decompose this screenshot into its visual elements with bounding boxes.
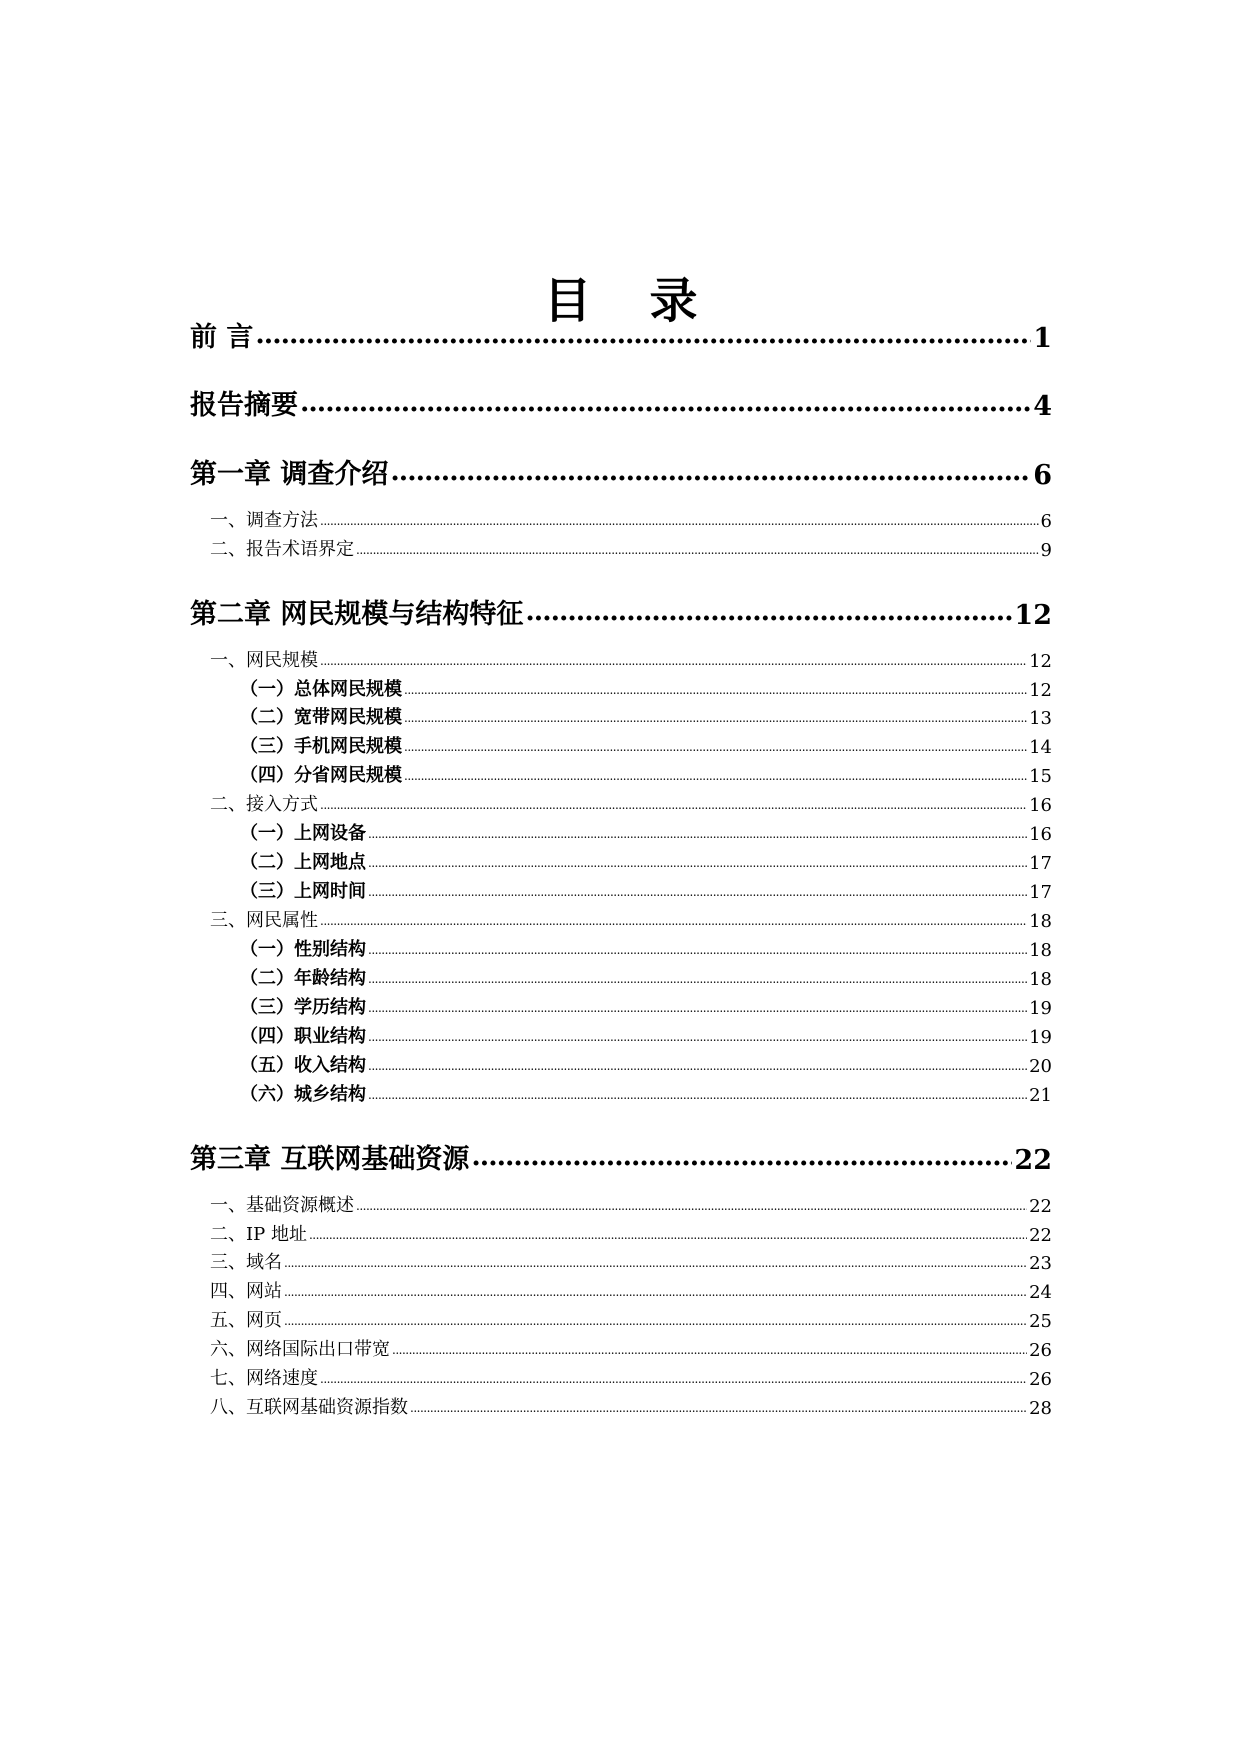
toc-page-number: 18 bbox=[1029, 969, 1052, 990]
toc-section-entry[interactable] bbox=[190, 1193, 1052, 1217]
dot-leader bbox=[368, 850, 1027, 874]
dot-leader bbox=[255, 318, 1031, 354]
toc-page-number: 14 bbox=[1029, 737, 1052, 758]
toc-entry-label: 三、网民属性 bbox=[210, 910, 318, 931]
dot-leader bbox=[320, 508, 1039, 532]
dot-leader bbox=[309, 1222, 1027, 1246]
toc-entry-label: 七、网络速度 bbox=[210, 1368, 318, 1389]
toc-page-number: 22 bbox=[1014, 1145, 1052, 1176]
dot-leader bbox=[410, 1395, 1027, 1419]
toc-page-number: 22 bbox=[1029, 1225, 1052, 1246]
toc-entry-label: （一）上网设备 bbox=[240, 823, 366, 844]
toc-entry-label: 二、报告术语界定 bbox=[210, 539, 354, 560]
dot-leader bbox=[320, 908, 1027, 932]
title-char-2: 录 bbox=[649, 273, 698, 329]
toc-subsection-entry[interactable] bbox=[190, 966, 1052, 990]
toc-section-entry[interactable] bbox=[190, 792, 1052, 816]
toc-page-number: 9 bbox=[1040, 540, 1052, 561]
toc-subsection-entry[interactable] bbox=[190, 879, 1052, 903]
toc-page-number: 18 bbox=[1029, 911, 1052, 932]
toc-subsection-entry[interactable] bbox=[190, 1024, 1052, 1048]
toc-page-number: 19 bbox=[1029, 1027, 1052, 1048]
toc-subsection-entry[interactable] bbox=[190, 705, 1052, 729]
toc-entry-label: 六、网络国际出口带宽 bbox=[210, 1339, 390, 1360]
toc-entry-label: 八、互联网基础资源指数 bbox=[210, 1397, 408, 1418]
toc-subsection-entry[interactable] bbox=[190, 850, 1052, 874]
toc-entry-label: 第一章 调查介绍 bbox=[190, 459, 389, 490]
dot-leader bbox=[368, 879, 1027, 903]
toc-entry-label: 第二章 网民规模与结构特征 bbox=[190, 599, 524, 630]
toc-section-entry[interactable] bbox=[190, 537, 1052, 561]
dot-leader bbox=[368, 821, 1027, 845]
toc-subsection-entry[interactable] bbox=[190, 763, 1052, 787]
toc-page-number: 18 bbox=[1029, 940, 1052, 961]
dot-leader bbox=[368, 937, 1027, 961]
toc-entry-label: （三）学历结构 bbox=[240, 997, 366, 1018]
toc-section-entry[interactable] bbox=[190, 1250, 1052, 1274]
dot-leader bbox=[404, 734, 1027, 758]
toc-entry-label: 二、IP 地址 bbox=[210, 1224, 307, 1245]
title-char-1: 目 bbox=[543, 273, 592, 329]
dot-leader bbox=[320, 648, 1027, 672]
toc-subsection-entry[interactable] bbox=[190, 734, 1052, 758]
dot-leader bbox=[320, 792, 1027, 816]
toc-page-number: 12 bbox=[1014, 600, 1052, 631]
toc-chapter-entry[interactable] bbox=[190, 455, 1052, 491]
toc-page-number: 26 bbox=[1029, 1369, 1052, 1390]
toc-page-number: 26 bbox=[1029, 1340, 1052, 1361]
toc-chapter-entry[interactable] bbox=[190, 1140, 1052, 1176]
dot-leader bbox=[284, 1250, 1027, 1274]
toc-page-number: 17 bbox=[1029, 853, 1052, 874]
dot-leader bbox=[368, 1053, 1027, 1077]
toc-entry-label: 一、网民规模 bbox=[210, 650, 318, 671]
toc-section-entry[interactable] bbox=[190, 1222, 1052, 1246]
toc-page-number: 13 bbox=[1029, 708, 1052, 729]
toc-section-entry[interactable] bbox=[190, 648, 1052, 672]
toc-entry-label: 第三章 互联网基础资源 bbox=[190, 1144, 470, 1175]
toc-page-number: 12 bbox=[1029, 680, 1052, 701]
toc-entry-label: 四、网站 bbox=[210, 1281, 282, 1302]
toc-entry-label: （五）收入结构 bbox=[240, 1055, 366, 1076]
toc-section-entry[interactable] bbox=[190, 908, 1052, 932]
toc-subsection-entry[interactable] bbox=[190, 1082, 1052, 1106]
dot-leader bbox=[404, 763, 1027, 787]
toc-page-number: 6 bbox=[1033, 460, 1052, 491]
toc-page-number: 21 bbox=[1029, 1085, 1052, 1106]
toc-page-number: 25 bbox=[1029, 1311, 1052, 1332]
dot-leader bbox=[368, 1024, 1027, 1048]
dot-leader bbox=[368, 1082, 1027, 1106]
dot-leader bbox=[284, 1308, 1027, 1332]
toc-page-number: 19 bbox=[1029, 998, 1052, 1019]
toc-entry-label: 一、调查方法 bbox=[210, 510, 318, 531]
toc-entry-label: 三、域名 bbox=[210, 1252, 282, 1273]
dot-leader bbox=[404, 677, 1027, 701]
toc-entry-label: 五、网页 bbox=[210, 1310, 282, 1331]
toc-section-entry[interactable] bbox=[190, 1366, 1052, 1390]
toc-page-number: 1 bbox=[1033, 323, 1052, 354]
toc-page-number: 4 bbox=[1033, 391, 1052, 422]
toc-page-number: 15 bbox=[1029, 766, 1052, 787]
dot-leader bbox=[356, 1193, 1027, 1217]
dot-leader bbox=[356, 537, 1039, 561]
toc-section-entry[interactable] bbox=[190, 508, 1052, 532]
toc-chapter-entry[interactable] bbox=[190, 386, 1052, 422]
toc-page-number: 12 bbox=[1029, 651, 1052, 672]
toc-entry-label: （二）年龄结构 bbox=[240, 968, 366, 989]
toc-entry-label: （四）职业结构 bbox=[240, 1026, 366, 1047]
toc-entry-label: 前 言 bbox=[190, 322, 254, 353]
dot-leader bbox=[300, 386, 1031, 422]
toc-entry-label: （六）城乡结构 bbox=[240, 1084, 366, 1105]
toc-section-entry[interactable] bbox=[190, 1279, 1052, 1303]
toc-page-number: 17 bbox=[1029, 882, 1052, 903]
toc-page-number: 16 bbox=[1029, 824, 1052, 845]
toc-subsection-entry[interactable] bbox=[190, 937, 1052, 961]
dot-leader bbox=[392, 1337, 1027, 1361]
toc-entry-label: （四）分省网民规模 bbox=[240, 765, 402, 786]
toc-page-number: 16 bbox=[1029, 795, 1052, 816]
toc-page-number: 20 bbox=[1029, 1056, 1052, 1077]
dot-leader bbox=[284, 1279, 1027, 1303]
toc-section-entry[interactable] bbox=[190, 1337, 1052, 1361]
dot-leader bbox=[368, 995, 1027, 1019]
toc-entry-label: （一）性别结构 bbox=[240, 939, 366, 960]
toc-page-number: 22 bbox=[1029, 1196, 1052, 1217]
toc-page-number: 24 bbox=[1029, 1282, 1052, 1303]
toc-entry-label: （二）宽带网民规模 bbox=[240, 707, 402, 728]
toc-entry-label: 报告摘要 bbox=[190, 390, 298, 421]
toc-entry-label: （一）总体网民规模 bbox=[240, 679, 402, 700]
toc-entry-label: （三）上网时间 bbox=[240, 881, 366, 902]
toc-entry-label: 二、接入方式 bbox=[210, 794, 318, 815]
dot-leader bbox=[525, 595, 1012, 631]
toc-entry-label: （三）手机网民规模 bbox=[240, 736, 402, 757]
toc-subsection-entry[interactable] bbox=[190, 995, 1052, 1019]
toc-section-entry[interactable] bbox=[190, 1308, 1052, 1332]
toc-entry-label: 一、基础资源概述 bbox=[210, 1195, 354, 1216]
toc-page-number: 23 bbox=[1029, 1253, 1052, 1274]
toc-chapter-entry[interactable] bbox=[190, 318, 1052, 354]
dot-leader bbox=[404, 705, 1027, 729]
dot-leader bbox=[368, 966, 1027, 990]
toc-subsection-entry[interactable] bbox=[190, 677, 1052, 701]
dot-leader bbox=[320, 1366, 1027, 1390]
toc-subsection-entry[interactable] bbox=[190, 1053, 1052, 1077]
dot-leader bbox=[390, 455, 1031, 491]
toc-entry-label: （二）上网地点 bbox=[240, 852, 366, 873]
toc-subsection-entry[interactable] bbox=[190, 821, 1052, 845]
toc-page-number: 28 bbox=[1029, 1398, 1052, 1419]
toc-chapter-entry[interactable] bbox=[190, 595, 1052, 631]
toc-section-entry[interactable] bbox=[190, 1395, 1052, 1419]
dot-leader bbox=[471, 1140, 1012, 1176]
toc-page-number: 6 bbox=[1040, 511, 1052, 532]
